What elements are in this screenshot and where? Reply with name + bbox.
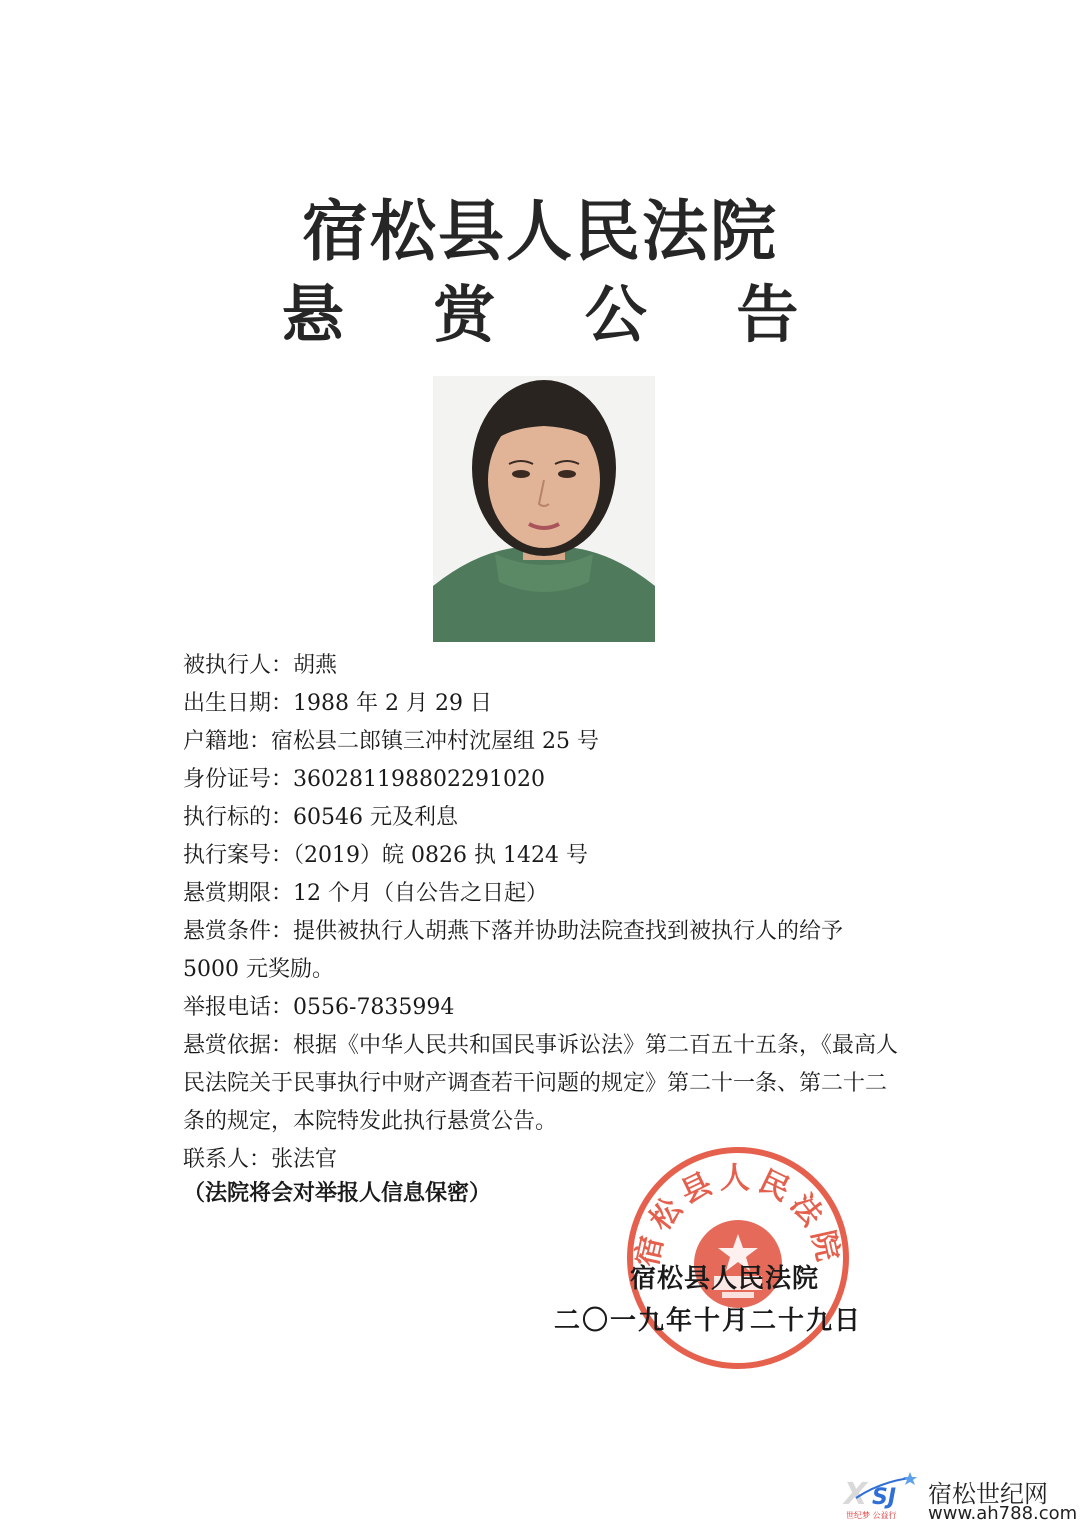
seal-text: 宿松县人民法院 bbox=[629, 1161, 847, 1271]
field-label: 联系人： bbox=[183, 1147, 272, 1172]
field-execution-amount bbox=[183, 799, 903, 837]
confidentiality-note: （法院将会对举报人信息保密） bbox=[183, 1181, 492, 1206]
field-value: 1988 年 2 月 29 日 bbox=[293, 691, 492, 716]
field-reward-basis bbox=[183, 1027, 903, 1141]
field-label: 被执行人： bbox=[183, 653, 294, 678]
field-value: 12 个月（自公告之日起） bbox=[293, 881, 549, 906]
field-executee bbox=[183, 647, 903, 685]
field-value: 0556-7835994 bbox=[293, 995, 455, 1020]
field-label: 执行标的： bbox=[183, 805, 294, 830]
field-reward-period bbox=[183, 875, 903, 913]
field-label: 悬赏期限： bbox=[183, 881, 294, 906]
signature-date: 二〇一九年十月二十九日 bbox=[554, 1306, 863, 1336]
notice-fields bbox=[183, 647, 903, 1179]
field-label: 出生日期： bbox=[183, 691, 294, 716]
field-value: 胡燕 bbox=[293, 653, 338, 678]
field-reward-condition bbox=[183, 913, 903, 989]
field-registered-address bbox=[183, 723, 903, 761]
field-label: 举报电话： bbox=[183, 995, 294, 1020]
field-label: 悬赏依据： bbox=[183, 1033, 294, 1058]
field-report-phone bbox=[183, 989, 903, 1027]
field-value: 360281198802291020 bbox=[293, 767, 545, 792]
field-case-number bbox=[183, 837, 903, 875]
field-value: 提供被执行人胡燕下落并协助法院查找到被执行人的给予 5000 元奖励。 bbox=[183, 919, 844, 982]
svg-text:X: X bbox=[844, 1477, 868, 1512]
watermark-sub: 世纪梦 公益行 bbox=[846, 1511, 897, 1520]
field-value: 宿松县二郎镇三冲村沈屋组 25 号 bbox=[271, 729, 599, 754]
notice-title: 悬 赏 公 告 bbox=[281, 278, 833, 351]
field-label: 户籍地： bbox=[183, 729, 272, 754]
field-id-number bbox=[183, 761, 903, 799]
field-value: 张法官 bbox=[271, 1147, 338, 1172]
field-value: 60546 元及利息 bbox=[293, 805, 458, 830]
watermark-site-name: 宿松世纪网 bbox=[928, 1480, 1048, 1508]
signature-court: 宿松县人民法院 bbox=[630, 1264, 820, 1294]
field-label: 悬赏条件： bbox=[183, 919, 294, 944]
svg-text:SJ: SJ bbox=[872, 1485, 897, 1510]
field-value: （2019）皖 0826 执 1424 号 bbox=[293, 843, 588, 868]
field-value: 根据《中华人民共和国民事诉讼法》第二百五十五条，《最高人民法院关于民事执行中财产调查若干问题的规定》第二十一条、第二十二条的规定，本院特发此执行悬赏公告。 bbox=[183, 1033, 899, 1134]
person-photo bbox=[433, 376, 655, 642]
field-birth-date bbox=[183, 685, 903, 723]
field-label: 身份证号： bbox=[183, 767, 294, 792]
field-label: 执行案号： bbox=[183, 843, 294, 868]
watermark-url: www.ah788.com bbox=[928, 1503, 1078, 1524]
court-title: 宿松县人民法院 bbox=[302, 193, 778, 270]
